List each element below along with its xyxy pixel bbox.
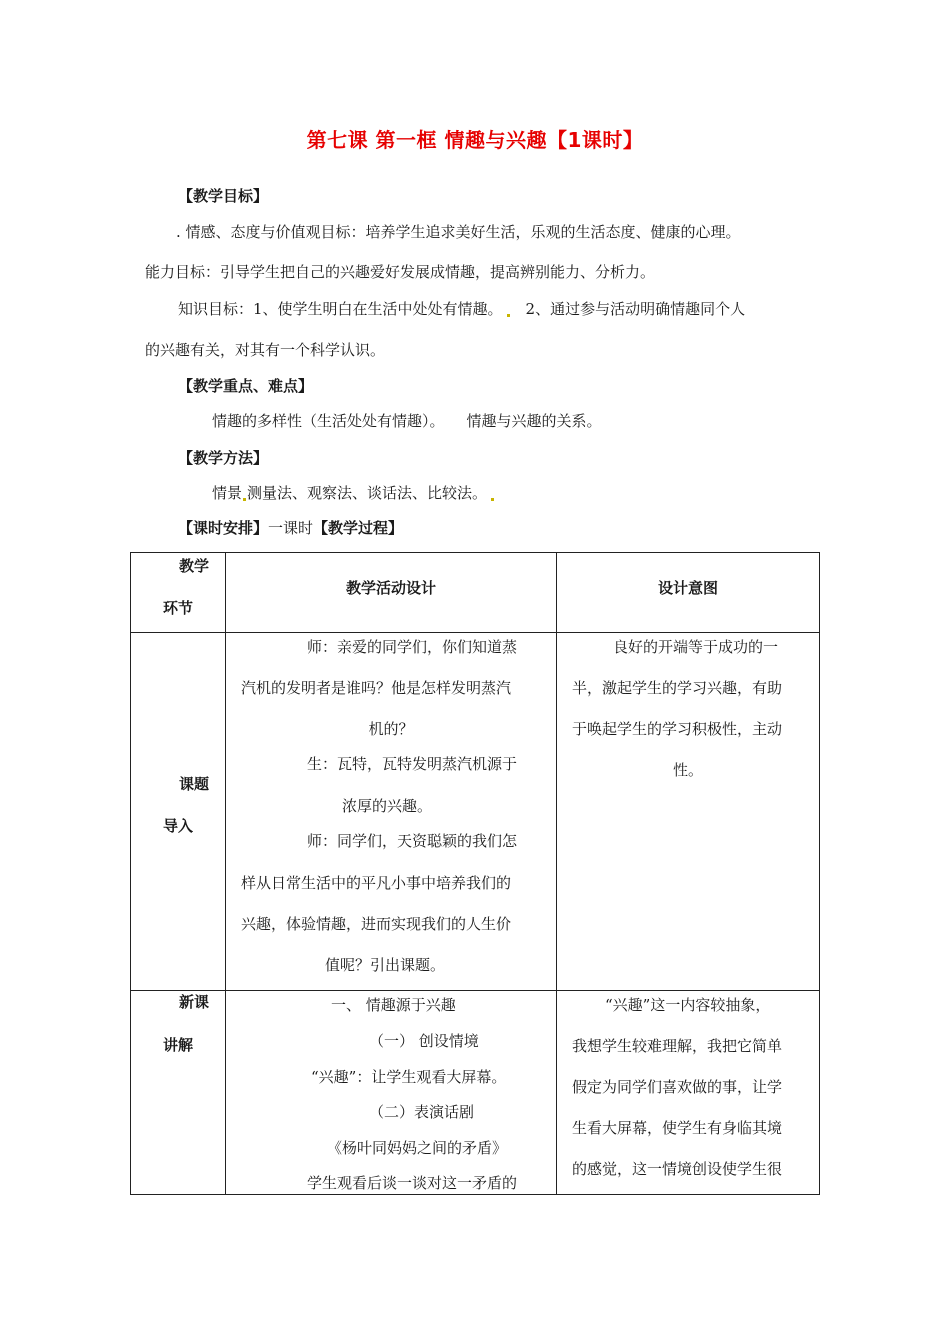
activity-line: “兴趣”：让学生观看大屏幕。 bbox=[311, 1068, 507, 1086]
activity-line: 样从日常生活中的平凡小事中培养我们的 bbox=[241, 874, 512, 892]
goal-knowledge-part1: 知识目标：1、使学生明白在生活中处处有情趣。 bbox=[178, 300, 503, 318]
col-divider bbox=[225, 553, 226, 1194]
mark-dot bbox=[507, 314, 510, 317]
goal-ability: 能力目标：引导学生把自己的兴趣爱好发展成情趣，提高辨别能力、分析力。 bbox=[145, 263, 656, 281]
activity-line: 浓厚的兴趣。 bbox=[342, 797, 433, 815]
activity-line: 兴趣，体验情趣，进而实现我们的人生价 bbox=[241, 915, 512, 933]
schedule-heading: 【课时安排】 bbox=[178, 519, 269, 537]
activity-line: 生：瓦特，瓦特发明蒸汽机源于 bbox=[307, 755, 518, 773]
schedule-line bbox=[178, 518, 403, 538]
intent-line: 良好的开端等于成功的一 bbox=[613, 638, 779, 656]
header-stage-1: 教学 bbox=[179, 557, 210, 575]
activity-line: 一、 情趣源于兴趣 bbox=[331, 996, 456, 1014]
goal-knowledge bbox=[178, 299, 745, 319]
intent-line: 半，激起学生的学习兴趣，有助 bbox=[572, 679, 783, 697]
activity-line: 学生观看后谈一谈对这一矛盾的 bbox=[307, 1174, 518, 1192]
header-stage-2: 环节 bbox=[163, 599, 194, 617]
col-divider bbox=[556, 553, 557, 1194]
mark-dot bbox=[243, 498, 246, 501]
goal-knowledge-cont: 的兴趣有关，对其有一个科学认识。 bbox=[145, 341, 386, 359]
activity-line: （二）表演话剧 bbox=[369, 1103, 475, 1121]
intent-line: 假定为同学们喜欢做的事，让学 bbox=[572, 1078, 783, 1096]
goal-emotion: . 情感、态度与价值观目标：培养学生追求美好生活，乐观的生活态度、健康的心理。 bbox=[176, 223, 741, 241]
key-point-1: 情趣的多样性（生活处处有情趣）。 bbox=[212, 412, 445, 430]
key-heading: 【教学重点、难点】 bbox=[178, 377, 314, 395]
intent-line: “兴趣”这一内容较抽象， bbox=[605, 996, 771, 1014]
stage-label: 讲解 bbox=[163, 1036, 194, 1054]
activity-line: （一） 创设情境 bbox=[369, 1032, 479, 1050]
intent-line: 的感觉，这一情境创设使学生很 bbox=[572, 1160, 783, 1178]
intent-line: 我想学生较难理解，我把它简单 bbox=[572, 1037, 783, 1055]
methods bbox=[212, 483, 498, 503]
activity-line: 机的？ bbox=[368, 720, 414, 738]
page-title: 第七课 第一框 情趣与兴趣【1课时】 bbox=[306, 128, 644, 152]
activity-line: 师：亲爱的同学们，你们知道蒸 bbox=[307, 638, 518, 656]
stage-label: 导入 bbox=[163, 817, 194, 835]
row-divider bbox=[131, 990, 819, 991]
intent-line: 性。 bbox=[672, 761, 703, 779]
schedule-value: 一课时 bbox=[268, 519, 314, 537]
row-divider bbox=[131, 632, 819, 633]
activity-line: 汽机的发明者是谁吗？他是怎样发明蒸汽 bbox=[241, 679, 512, 697]
goal-knowledge-part2: 2、通过参与活动明确情趣同个人 bbox=[525, 300, 746, 318]
process-heading: 【教学过程】 bbox=[313, 519, 404, 537]
method-heading: 【教学方法】 bbox=[178, 449, 269, 467]
intent-line: 于唤起学生的学习积极性，主动 bbox=[572, 720, 783, 738]
activity-line: 师：同学们，天资聪颖的我们怎 bbox=[307, 832, 518, 850]
method-part1: 情景 bbox=[212, 484, 243, 502]
activity-line: 《杨叶同妈妈之间的矛盾》 bbox=[327, 1139, 508, 1157]
mark-dot bbox=[491, 498, 494, 501]
key-point-2: 情趣与兴趣的关系。 bbox=[466, 412, 602, 430]
stage-label: 新课 bbox=[179, 993, 210, 1011]
method-part2: 测量法、观察法、谈话法、比较法。 bbox=[247, 484, 488, 502]
header-activity: 教学活动设计 bbox=[345, 579, 436, 597]
intent-line: 生看大屏幕，使学生有身临其境 bbox=[572, 1119, 783, 1137]
goals-heading: 【教学目标】 bbox=[178, 187, 269, 205]
key-points bbox=[212, 411, 602, 431]
activity-line: 值呢？引出课题。 bbox=[325, 956, 446, 974]
header-intent: 设计意图 bbox=[657, 579, 718, 597]
stage-label: 课题 bbox=[179, 775, 210, 793]
lesson-table bbox=[130, 552, 820, 1195]
